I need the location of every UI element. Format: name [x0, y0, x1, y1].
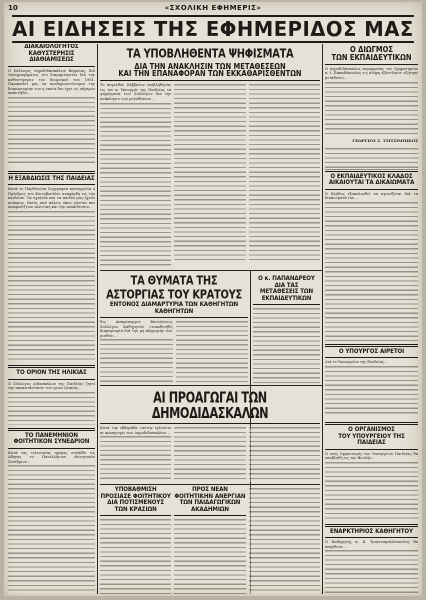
- article-age-limit: Ο Σύλλογος Διδασκάλων της Παιδείας ζητεί την αποκατάστασιν του ορίου ηλικίας...: [8, 382, 95, 426]
- headline-delay-sub: ΚΑΘΥΣΤΕΡΗΣΙΣ ΔΙΑΘΙΑΜΙΣΕΩΣ: [28, 49, 75, 63]
- headline-resolutions: ΤΑ ΥΠΟΒΛΗΘΕΝΤΑ ΨΗΦΙΣΜΑΤΑ: [126, 45, 294, 61]
- headline-student-congress: ΤΟ ΠΑΝΕΜΗΝΙΟΝ: [25, 431, 78, 439]
- article-organization: Ο νέος Οργανισμός του Υπουργείου Παιδείας θα υποβληθή εις την Βουλήν...: [325, 452, 418, 522]
- article-education: Κατά το Παρθενώνα Συγγραφέα καταγγελία ο Πρόεδρος του Κοινοβουλίου αναφέρθη εις την παιδείαν. Τα σχολεία και τα παιδιά μας έχουν ανάγκην. Εκτός από πόλεις όπου γίνεται και αποφασίζεται πολιτική και την εκπαίδευσιν...: [8, 187, 95, 363]
- column-rule: [97, 44, 98, 594]
- article-minister: Διά το Υπουργείον της Παιδείας...: [325, 360, 418, 420]
- article-victims: ΤΑ ΘΥΜΑΤΑ ΤΗΣ ΑΣΤΟΡΓΙΑΣ ΤΟΥ ΚΡΑΤΟΥΣ ΕΝΤΟΝΟΣ ΔΙΑΜΑΡΤΥΡΙΑ ΤΩΝ ΚΑΘΗΓΗΤΩΝ ΚΑΘΗΓΗΤΩΝ Εις Ασπρόπυργον Εκτελέσεως Συλλόγου Καθηγητών ετοποθετήθη διαμαρτυρία διά την μη πληρωμήν των μισθών...: [100, 273, 248, 383]
- headline-downgrade: ΥΠΟΒΑΘΜΙΣΗ ΠΡΟΣΙΑΣΕ ΦΟΙΤΗΤΙΚΟΥ: [100, 486, 171, 500]
- headline-branch: Ο ΕΚΠΑΙΔΕΥΤΙΚΟΣ ΚΛΑΔΟΣ: [330, 172, 413, 180]
- headline-downgrade-sub: ΔΙΑ ΠΟΤΙΣΜΕΝΟΥΣ ΤΩΝ ΚΡΑΣΙΩΝ: [107, 499, 165, 513]
- column-right: [325, 44, 418, 594]
- headline-unemployment: ΠΡΟΣ ΝΕΑΝ ΦΟΙΤΗΤΙΚΗΝ ΑΝΕΡΓΙΑΝ: [174, 486, 246, 500]
- page-number: 10: [8, 4, 18, 12]
- headline-resolutions-sub2: ΚΑΙ ΤΗΝ ΕΠΑΝΑΦΟΡΑΝ ΤΩΝ ΕΚΚΑΘΑΡΙΣΘΕΝΤΩΝ: [118, 69, 302, 79]
- headline-unemployment-sub: ΤΩΝ ΠΑΙΔΑΓΩΓΙΚΩΝ ΑΚΑΔΗΜΙΩΝ: [179, 499, 241, 513]
- headline-promotions: ΑΙ ΠΡΟΑΓΩΓΑΙ ΤΩΝ ΔΗΜΟΔΙΔΑΣΚΑΛΩΝ: [151, 388, 269, 422]
- headline-age-limit: ΤΟ ΟΡΙΟΝ ΤΗΣ ΗΛΙΚΙΑΣ: [16, 369, 87, 376]
- section-rule: [100, 270, 322, 271]
- article-delay: Ο Σύλλογος Δημοδιδασκάλων Βέρροιας, διά τηλεγραφήματος του διαμαρτύρεται διά την καθυστέρησιν του διορισμού του 1951. Παρακαλεί μας να αναδημοσιεύσωμεν την διαμαρτυρίαν του η οποία δεν έχει ως σήμερον απαντηθεί...: [8, 69, 95, 169]
- headline-delay: ΔΙΑΚΑΙΟΛΟΓΗΤΟΣ: [24, 44, 79, 50]
- article-persecution: Ο Δημοδιδάσκαλος περιφερείας του Σχηματαρίου κ. Ι. Παπαδόπουλος εις πλήρη εξάντλησιν εζήτησε μετάθεσιν... ΓΕΩΡΓΙΟΣ Σ. ΤΣΙΤΣΙΜΠΙΚΟΣ: [325, 67, 418, 167]
- newspaper-page: [4, 2, 422, 596]
- headline-persecution-sub: ΤΩΝ ΕΚΠΑΙΔΕΥΤΙΚΩΝ: [331, 52, 412, 62]
- headline-inaugural: ΕΝΑΡΚΤΗΡΙΟΣ ΚΑΘΗΓΗΤΟΥ: [330, 527, 413, 535]
- page-header: [8, 4, 418, 14]
- headline-victims: ΤΑ ΘΥΜΑΤΑ ΤΗΣ ΑΣΤΟΡΓΙΑΣ ΤΟΥ ΚΡΑΤΟΥΣ: [106, 273, 242, 302]
- headline-education: Η ΕΞΑΒΔΙΩΣΙΣ ΤΗΣ ΠΑΙΔΕΙΑΣ: [8, 174, 95, 182]
- signature: ΓΕΩΡΓΙΟΣ Σ. ΤΣΙΤΣΙΜΠΙΚΟΣ: [352, 137, 418, 143]
- headline-persecution: Ο ΔΙΩΓΜΟΣ: [350, 45, 393, 54]
- article-promotions: ΑΙ ΠΡΟΑΓΩΓΑΙ ΤΩΝ ΔΗΜΟΔΙΔΑΣΚΑΛΩΝ Κατά την εβδομάδα ταύτην εγένοντο αι προαγωγαί των Δημοδιδασκάλων... ΥΠΟΒΑΘΜΙΣΗ ΠΡΟΣΙΑΣΕ ΦΟΙΤΗΤΙΚΟΥ ΔΙΑ ΠΟΤΙΣΜΕΝΟΥΣ ΤΩΝ ΚΡΑΣΙΩΝ ΠΡΟΣ ΝΕΑΝ ΦΟΙΤΗΤΙΚΗΝ ΑΝΕΡΓΙΑΝ ΤΩΝ ΠΑΙΔΑΓΩΓΙΚΩΝ ΑΚΑΔΗΜΙΩΝ: [100, 388, 320, 594]
- article-inaugural: Ο Καθηγητής κ. Κ. Τριανταφυλλόπουλος θα απηύθυνε...: [325, 540, 418, 594]
- masthead-title: ΑΙ ΕΙΔΗΣΕΙΣ ΤΗΣ ΕΦΗΜΕΡΙΔΟΣ ΜΑΣ: [12, 17, 414, 41]
- headline-papandreou: Ο κ. ΠΑΠΑΝΔΡΕΟΥ ΔΙΑ ΤΑΣ: [258, 275, 315, 289]
- article-resolutions: ΤΑ ΥΠΟΒΛΗΘΕΝΤΑ ΨΗΦΙΣΜΑΤΑ ΔΙΑ ΤΗΝ ΑΝΑΚΛΗΣΙΝ ΤΩΝ ΜΕΤΑΘΕΣΕΩΝ ΚΑΙ ΤΗΝ ΕΠΑΝΑΦΟΡΑΝ ΤΩΝ ΕΚΚΑΘΑΡΙΣΘΕΝΤΩΝ Το παρελθόν Σάββατον υπεβλήθησαν εις τον κ. Υπουργόν της Παιδείας τα ψηφίσματα των Συλλόγων δια την ανάκλησιν των μεταθέσεων...: [100, 44, 320, 270]
- article-papandreou: [253, 273, 320, 383]
- article-branch: Ο Κλάδος εξακολουθεί να αγωνίζεται διά τα δικαιώματά του...: [325, 192, 418, 342]
- headline-victims-sub: ΕΝΤΟΝΟΣ ΔΙΑΜΑΡΤΥΡΙΑ ΤΩΝ ΚΑΘΗΓΗΤΩΝ ΚΑΘΗΓΗΤΩΝ: [109, 301, 239, 315]
- headline-organization: Ο ΟΡΓΑΝΙΣΜΟΣ: [348, 426, 395, 434]
- article-student-congress: Κατά τας τελευταίας ημέρας συνήλθε εις Αθήνας το Πανελλήνιον Φοιτητικόν Συνέδριον...: [8, 451, 95, 595]
- headline-resolutions-sub1: ΔΙΑ ΤΗΝ ΑΝΑΚΛΗΣΙΝ ΤΩΝ ΜΕΤΑΘΕΣΕΩΝ: [134, 61, 286, 71]
- headline-branch-sub: ΑΙΚΑΙΟΥΤΑΙ ΤΑ ΔΙΚΑΙΩΜΑΤΑ: [328, 179, 415, 187]
- headline-papandreou-sub: ΜΕΤΑΘΕΣΕΙΣ ΤΩΝ ΕΚΠΑΙΔΕΥΤΙΚΩΝ: [259, 288, 314, 302]
- paper-name: «ΣΧΟΛΙΚΗ ΕΦΗΜΕΡΙΣ»: [164, 4, 262, 12]
- section-rule: [100, 385, 322, 386]
- headline-organization-sub: ΤΟΥ ΥΠΟΥΡΓΕΙΟΥ ΤΗΣ ΠΑΙΔΕΙΑΣ: [338, 432, 405, 447]
- column-left: [8, 44, 95, 594]
- headline-student-congress-sub: ΦΟΙΤΗΤΙΚΟΝ ΣΥΝΕΔΡΙΟΝ: [13, 438, 90, 445]
- column-rule: [322, 44, 323, 594]
- headline-minister: Ο ΥΠΟΥΡΓΟΣ ΑΙΡΕΤΟΙ: [338, 347, 405, 355]
